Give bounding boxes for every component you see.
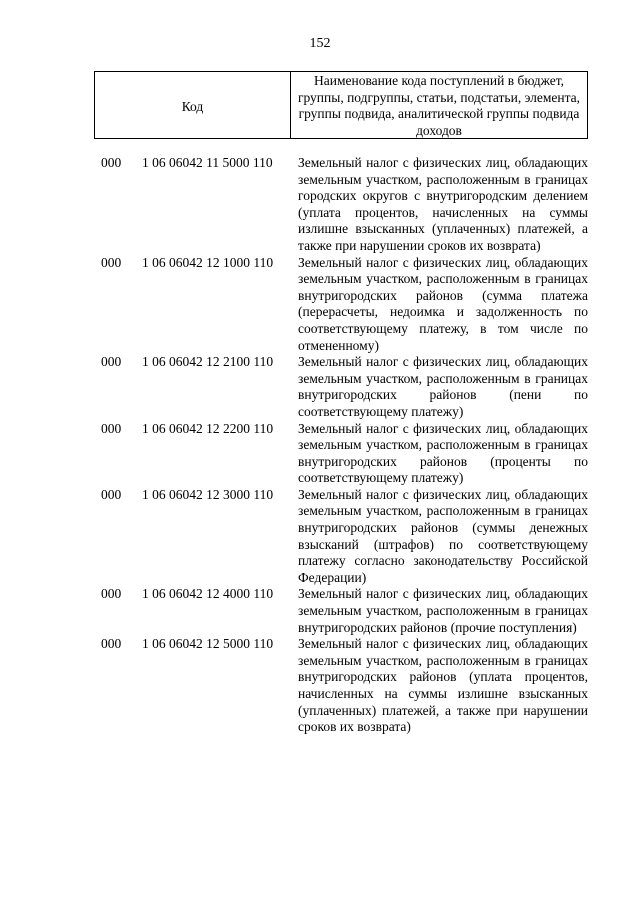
admin-code: 000: [101, 420, 122, 436]
income-description: Земельный налог с физических лиц, обладающих земельным участком, расположенным в границах внутригородских районов (пени по соответствующему платежу): [298, 354, 588, 419]
table-header: [94, 71, 588, 139]
table-row: [0, 487, 640, 587]
admin-code: 000: [101, 354, 122, 370]
table-row: [0, 421, 640, 487]
income-code: 1 06 06042 11 5000 110: [142, 155, 273, 170]
income-description: Земельный налог с физических лиц, обладающих земельным участком, расположенным в границах внутригородских районов (сумма платежа (перерасчеты, недоимка и задолженность по соответствующему платежу, в том числе по отмененному): [298, 254, 588, 353]
table-row: [0, 354, 640, 420]
admin-code: 000: [101, 636, 122, 652]
admin-code: 000: [101, 586, 122, 602]
income-code: 1 06 06042 12 1000 110: [142, 254, 274, 270]
admin-code: 000: [101, 486, 122, 502]
header-name-cell: Наименование кода поступлений в бюджет, группы, подгруппы, статьи, подстатьи, элемента, группы подвида, аналитической группы подвида доходов: [297, 73, 581, 138]
table-row: [0, 255, 640, 355]
income-description: Земельный налог с физических лиц, обладающих земельным участком, расположенным в границах городских округов с внутригородским делением (уплата процентов, начисленных на суммы излишне взысканных (уплаченных) платежей, а также при нарушении сроков их возврата): [298, 155, 588, 253]
table-row: [0, 636, 640, 736]
header-code-cell: Код: [95, 72, 291, 138]
table-row: [0, 155, 640, 255]
admin-code: 000: [101, 155, 122, 170]
table-row: [0, 586, 640, 636]
income-code: 1 06 06042 12 4000 110: [142, 586, 274, 602]
income-code: 1 06 06042 12 3000 110: [142, 486, 274, 502]
income-description: Земельный налог с физических лиц, обладающих земельным участком, расположенным в границах внутригородских районов (прочие поступления): [298, 586, 588, 635]
income-description: Земельный налог с физических лиц, обладающих земельным участком, расположенным в границах внутригородских районов (проценты по соответствующему платежу): [298, 420, 588, 486]
income-description: Земельный налог с физических лиц, обладающих земельным участком, расположенным в границах внутригородских районов (уплата процентов, начисленных на суммы излишне взысканных (уплаченных) платежей, а также при нарушении сроков их возврата): [298, 636, 588, 735]
income-code: 1 06 06042 12 2100 110: [142, 354, 274, 370]
income-code: 1 06 06042 12 5000 110: [142, 636, 274, 652]
page-number: 152: [309, 36, 331, 51]
income-code: 1 06 06042 12 2200 110: [142, 420, 274, 436]
income-code-list: [0, 155, 640, 736]
admin-code: 000: [101, 254, 122, 270]
income-description: Земельный налог с физических лиц, обладающих земельным участком, расположенным в границах внутригородских районов (суммы денежных взысканий (штрафов) по соответствующему платежу согласно законодательству Российской Федерации): [298, 486, 588, 585]
